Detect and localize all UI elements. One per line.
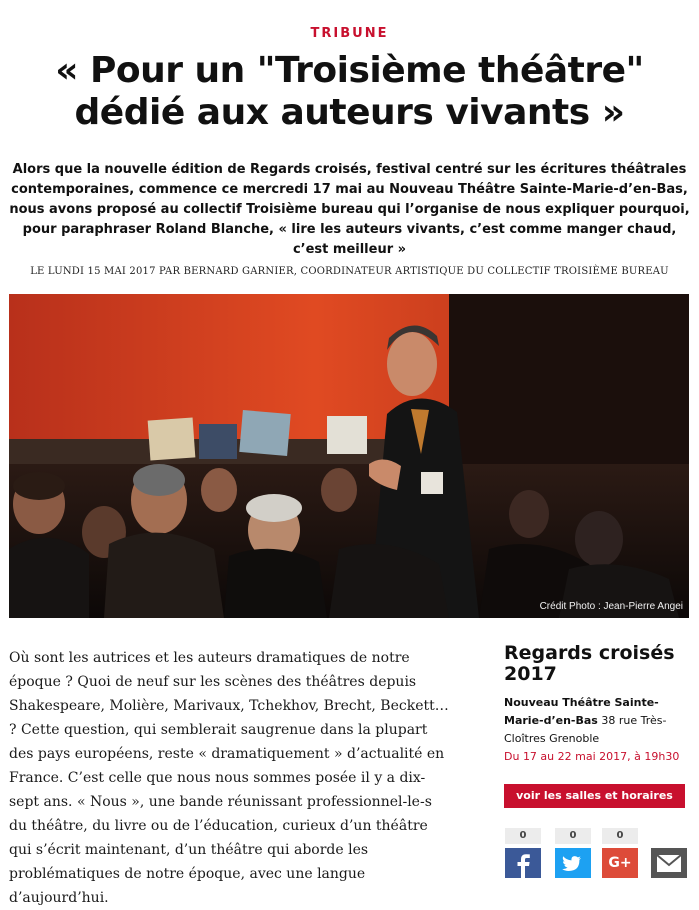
event-address: 38 rue Très-Cloîtres Grenoble	[504, 714, 667, 745]
share-google-plus[interactable]	[602, 828, 638, 878]
event-box	[504, 643, 694, 808]
share-count: 0	[505, 828, 541, 844]
share-facebook[interactable]	[505, 828, 541, 878]
event-location	[504, 694, 694, 748]
event-venue: Nouveau Théâtre Sainte-Marie-d’en-Bas	[504, 696, 659, 727]
article-headline: « Pour un "Troisième théâtre" dédié aux auteurs vivants »	[55, 50, 644, 133]
photo-credit: Crédit Photo : Jean-Pierre Angei	[539, 601, 683, 612]
article-lead: Alors que la nouvelle édition de Regards croisés, festival centré sur les écritures théâtrales contemporaines, commence ce mercredi 17 mai au Nouveau Théâtre Sainte-Marie-d’en-Bas, nous avons proposé au collectif Troisième bureau qui l’organise de nous expliquer pourquoi, pour paraphraser Roland Blanche, « lire les auteurs vivants, c’est comme manger chaud, c’est meilleur »	[9, 162, 690, 257]
share-count: 0	[555, 828, 591, 844]
google-plus-icon[interactable]: G+	[602, 848, 638, 878]
event-title: Regards croisés 2017	[504, 642, 675, 685]
audience-illustration	[9, 294, 689, 618]
twitter-icon[interactable]	[555, 848, 591, 878]
article-photo	[9, 294, 689, 618]
share-count: 0	[602, 828, 638, 844]
facebook-icon[interactable]	[505, 848, 541, 878]
share-bar	[505, 828, 695, 873]
mail-icon[interactable]	[651, 848, 687, 878]
section-kicker[interactable]: TRIBUNE	[310, 26, 389, 41]
event-dates: Du 17 au 22 mai 2017, à 19h30	[504, 750, 680, 763]
article-body: Où sont les autrices et les auteurs dramatiques de notre époque ? Quoi de neuf sur les scènes des théâtres depuis Shakespeare, Molière, Marivaux, Tchekhov, Brecht, Beckett… ? Cette question, qui semblerait saugrenue dans la plupart des pays européens, reste « dramatiquement » d’actualité en France. C’est celle que nous nous sommes posée il y a dix-sept ans. « Nous », une bande réunissant professionnel-le-s du théâtre, du livre ou de l’éducation, curieux d’un théâtre qui s’écrit maintenant, d’un théâtre qui aborde les problématiques de notre époque, avec une langue d’aujourd’hui.	[9, 650, 449, 906]
show-times-button[interactable]: voir les salles et horaires	[504, 784, 685, 808]
share-email[interactable]	[651, 848, 687, 878]
article-byline: LE LUNDI 15 MAI 2017 PAR BERNARD GARNIER, COORDINATEUR ARTISTIQUE DU COLLECTIF TROISIÈME BUREAU	[30, 266, 669, 277]
share-twitter[interactable]	[555, 828, 591, 878]
